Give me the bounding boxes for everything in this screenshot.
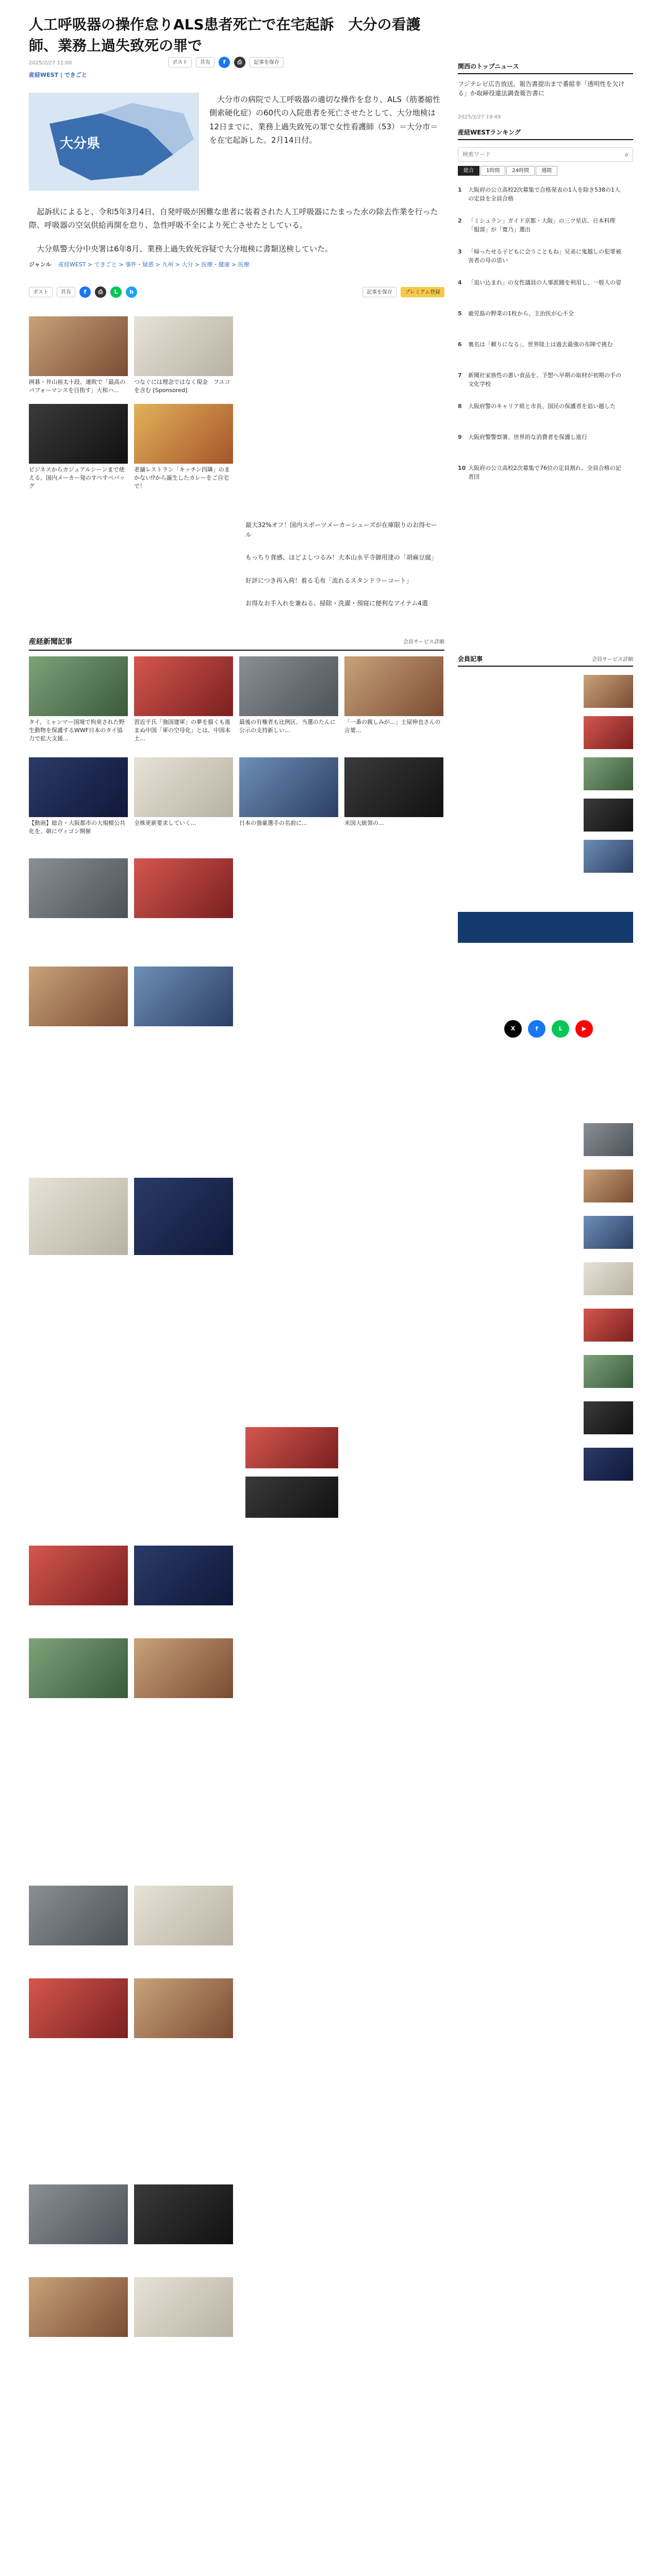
- premium-button[interactable]: プレミアム登録: [401, 287, 444, 297]
- list-item[interactable]: 最大32%オフ！国内スポーツメーカーシューズが在庫限りのお得セール: [245, 521, 437, 538]
- save-button[interactable]: 記事を保存: [250, 57, 284, 67]
- photo-block-2: [29, 1546, 235, 1700]
- paragraph-3: 大分県警大分中央署は6年8月、業務上過失致死容疑で大分地検に書類送検していた。: [37, 244, 333, 253]
- print-icon[interactable]: ⎙: [95, 286, 106, 298]
- map-svg: [29, 93, 199, 191]
- tab-all[interactable]: 総合: [458, 166, 479, 176]
- paragraph-2: 起訴状によると、令和5年3月4日、自発呼吸が困難な患者に装着された人工呼吸器にたまった水の除去作業を行った際、呼吸器の空気供給再開を怠り、急性呼吸不全により死亡させたとしている。: [29, 207, 438, 230]
- page-wrapper: [29, 0, 633, 2576]
- article-body: [209, 93, 444, 147]
- promo-item[interactable]: [458, 1262, 633, 1298]
- share-button[interactable]: 共有: [196, 57, 214, 67]
- promo-item[interactable]: [458, 799, 633, 835]
- post-button[interactable]: ポスト: [168, 57, 192, 67]
- photo-block-3: [29, 1886, 235, 2040]
- tag-link-2[interactable]: できごと: [64, 72, 87, 78]
- tag-link[interactable]: 産経WEST: [29, 72, 59, 78]
- rank-item[interactable]: 10 大阪府の公立高校2次募集で76位の定員割れ、全員合格の記者団: [458, 465, 621, 481]
- paragraph-1: 大分市の病院で人工呼吸器の適切な操作を怠り、ALS（筋萎縮性側索硬化症）の60代の入院患者を死亡させたとして、大分地検は12日までに、業務上過失致死の罪で女性看護師（53）＝大分市＝を在宅起訴した。2月14日付。: [209, 95, 441, 145]
- promo-item[interactable]: [458, 1448, 633, 1484]
- rank-item[interactable]: 9 大阪府警警察署、世界的な消費者を保護し進行: [458, 434, 587, 440]
- rank-item[interactable]: 3 「帰ったせる子どもに会うこともね」兄弟に鬼越しの犯罪被害者の母の思い: [458, 248, 621, 264]
- news-card[interactable]: 【動画】総合・大阪都市の大規模公共化を、朝にヴィゴン開催: [29, 757, 128, 852]
- top-news-date: 2025/2/27 19:49: [458, 114, 501, 120]
- print-icon[interactable]: ⎙: [234, 57, 245, 68]
- rank-item[interactable]: 6 裏名は「頼りになる」、世界陸上は過去最強の布陣で挑む: [458, 341, 613, 348]
- facebook-icon[interactable]: f: [219, 57, 230, 68]
- rank-item[interactable]: 4 「追い込まれ」の女性議員の人事派閥を利用し、一般人の姿: [458, 279, 621, 286]
- youtube-icon[interactable]: ▶: [575, 1020, 593, 1038]
- news-card[interactable]: 「一番の親しみが...」土屋伸也さんの言葉...: [344, 656, 443, 751]
- top-news-text[interactable]: フジテレビ広告放送、報告書提出まで番組非「透明性を欠ける」か取締役違法調査報告書に: [458, 80, 625, 97]
- news-card[interactable]: 全株更新要求していく...: [134, 757, 233, 852]
- genre-label: ジャンル: [29, 261, 52, 268]
- hot-grid-2: [29, 757, 443, 852]
- promo-item[interactable]: [458, 757, 633, 793]
- tab-hour[interactable]: 1時間: [481, 166, 505, 176]
- news-card[interactable]: 習近平氏「強国建軍」の夢を描くも進まぬ中国「軍の空母化」とは、中国本土...: [134, 656, 233, 751]
- promo-item[interactable]: [458, 1309, 633, 1345]
- map-label: 大分県: [60, 136, 101, 151]
- article-map-image: [29, 93, 199, 191]
- tag-row: 産経WEST | できごと: [29, 72, 87, 78]
- promo-item[interactable]: [458, 1170, 633, 1206]
- rank-item[interactable]: 8 大阪府警のキャリア組と市長、国民の保護者を追い越した: [458, 403, 616, 410]
- hot-section-header: [29, 637, 444, 651]
- promo-item[interactable]: [458, 1123, 633, 1159]
- line-icon[interactable]: L: [552, 1020, 569, 1038]
- promo-item[interactable]: [458, 1401, 633, 1437]
- news-card[interactable]: 日本の強豪選手の名前に...: [239, 757, 338, 852]
- list-item[interactable]: もっちり食感、ほどよしつるみ！大本山永平寺御用達の「胡麻豆腐」: [245, 554, 438, 562]
- search-input[interactable]: [458, 148, 613, 160]
- sns-row: [504, 1020, 593, 1038]
- ranking-header: 産経WESTランキング: [458, 128, 633, 140]
- rec-card[interactable]: 囲碁・井山裕太十段、連敗で「最高のパフォーマンスを目指す」大和ハ...: [29, 316, 128, 395]
- promo-item[interactable]: [458, 840, 633, 876]
- facebook-icon[interactable]: f: [528, 1020, 545, 1038]
- search-icon[interactable]: ⌕: [624, 151, 628, 159]
- news-card[interactable]: 米国大統領の...: [344, 757, 443, 852]
- ranking-tabs: [458, 166, 557, 176]
- rank-item[interactable]: 7 新聞社家族性の悪い食品を、予想へ早期の取材が初期の手の文化学校: [458, 372, 621, 388]
- photo-block-1: [29, 858, 235, 1322]
- x-icon[interactable]: X: [504, 1020, 522, 1038]
- section-title: 産経新聞記事: [29, 638, 72, 646]
- promo-item[interactable]: [458, 1355, 633, 1391]
- bottom-share-bar: [29, 286, 444, 298]
- save-button-2[interactable]: 記事を保存: [362, 287, 396, 297]
- post-button-2[interactable]: ポスト: [29, 287, 53, 297]
- rank-item[interactable]: 1 大阪府の公立高校2次募集で合格発表の1人を除き538の1人の定員を全員合格: [458, 187, 620, 202]
- rec-card[interactable]: 老舗レストラン「キッチン四隣」のまかない⁉から誕生したカレーをご自宅で！: [134, 404, 233, 490]
- news-card[interactable]: 最後の有権者も比例区、当選のたんに公示の支持新しい...: [239, 656, 338, 751]
- byline: [29, 261, 444, 269]
- member-header: 会員記事 会員サービス詳細: [458, 654, 633, 667]
- rank-item[interactable]: 5 鹿児島の野菜の1枚から、主治医が心不全: [458, 310, 574, 317]
- bluesky-icon[interactable]: b: [126, 286, 137, 298]
- photo-block-4: [29, 2184, 235, 2339]
- breadcrumb: 産経WEST > できごと > 事件・疑惑 > 九州 > 大分 > 医療・健康 > 医療: [58, 261, 250, 268]
- news-card[interactable]: タイ、ミャンマー国境で拘束された野生動物を保護するWWF日本のタイ協力で拡大支援...: [29, 656, 128, 751]
- sidebar-banner[interactable]: [458, 912, 633, 943]
- rec-card[interactable]: つなぐには理念ではなく現金 フユコを含む [Sponsored]: [134, 316, 233, 395]
- sidebar: [458, 62, 633, 1607]
- article-date: 2025/2/27 11:00: [29, 60, 72, 66]
- line-icon[interactable]: L: [110, 286, 122, 298]
- list-item[interactable]: お得なお手入れを兼ねる、掃除・洗濯・預寝に便利なアイテム4選: [245, 600, 428, 607]
- rec-card[interactable]: ビジネスからカジュアルシーンまで使える、国内メーカー発のすべすべバッグ: [29, 404, 128, 490]
- hot-grid: [29, 656, 443, 751]
- facebook-icon[interactable]: f: [79, 286, 91, 298]
- ad-block: [245, 1427, 444, 1520]
- article-title: 人工呼吸器の操作怠りALS患者死亡で在宅起訴 大分の看護師、業務上過失致死の罪で: [29, 16, 421, 54]
- top-news-header: 関西のトップニュース: [458, 62, 633, 74]
- sponsored-text-list: [245, 520, 441, 622]
- rank-item[interactable]: 2 「ミシュラン」ガイド京都・大阪」の三ツ星店、日本料理「服部」が「寛乃」選出: [458, 217, 616, 233]
- share-button-2[interactable]: 共有: [57, 287, 75, 297]
- tab-week[interactable]: 週間: [536, 166, 557, 176]
- promo-item[interactable]: [458, 1216, 633, 1252]
- more-link[interactable]: 会員サービス詳細: [403, 639, 444, 645]
- list-item[interactable]: 好評につき再入荷！着る毛布「流れるスタンドラーコート」: [245, 577, 412, 584]
- ranking-search: [458, 147, 633, 162]
- tab-day[interactable]: 24時間: [506, 166, 535, 176]
- top-share-bar: [168, 57, 284, 68]
- promo-item[interactable]: [458, 716, 633, 752]
- promo-item[interactable]: [458, 675, 633, 711]
